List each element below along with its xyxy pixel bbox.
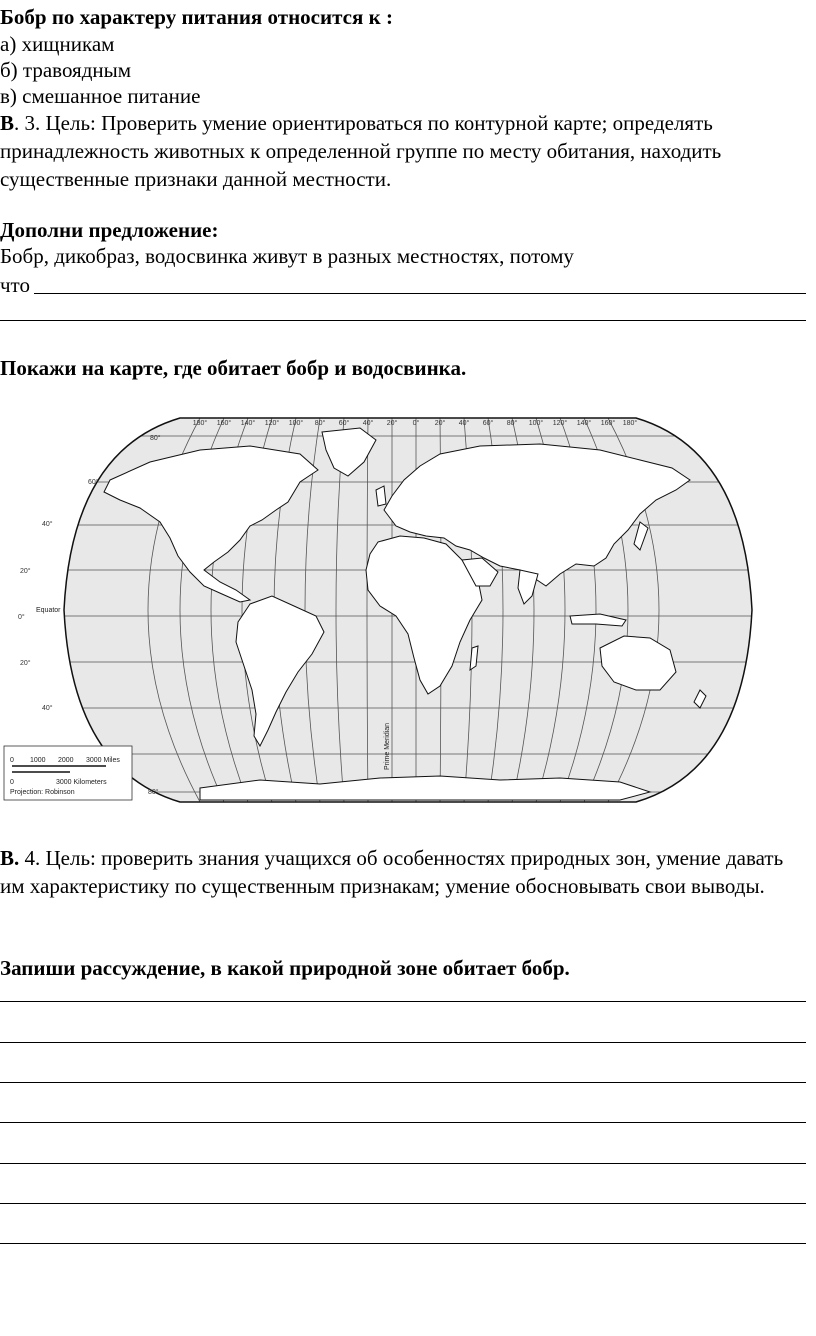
projection-label: Projection: Robinson [10,789,75,796]
lon-label: 20° [386,420,398,427]
answer-line[interactable] [0,1243,806,1244]
option-b: б) травоядным [0,58,132,82]
answer-line[interactable] [0,1163,806,1164]
lon-label: 140° [240,420,256,427]
lon-label: 180° [192,420,208,427]
lon-label: 100° [528,420,544,427]
lon-label: 20° [434,420,446,427]
scale-miles-1000: 1000 [30,757,46,764]
lat-label: 40° [42,705,53,712]
lat-label: 80° [150,435,161,442]
task3-text: . 3. Цель: Проверить умение ориентироваться по контурной карте; определять принадлежность животных к определенной группе по месту обитания, находить существенные признаки данной местности. [0,111,722,191]
task4-text: 4. Цель: проверить знания учащихся об особенностях природных зон, умение давать им характеристику по существенным признакам; умение обосновывать свои выводы. [0,846,784,898]
option-c: в) смешанное питание [0,84,201,108]
lat-label: 0° [18,614,25,621]
answer-line[interactable] [0,1082,806,1083]
task4-letter: В. [0,846,20,870]
task4-goal [0,844,810,900]
answer-line[interactable] [34,293,806,294]
lon-label: 100° [288,420,304,427]
lon-label: 60° [482,420,494,427]
lon-label: 80° [314,420,326,427]
lat-label: 20° [20,660,31,667]
option-a: а) хищникам [0,32,115,56]
lat-label: 20° [20,568,31,575]
equator-label: Equator [36,607,61,614]
complete-sentence-heading: Дополни предложение: [0,218,219,242]
scale-km-0: 0 [10,779,14,786]
answer-line[interactable] [0,1122,806,1123]
lat-label: 80° [148,789,159,796]
great-britain [376,486,386,506]
scale-miles-0: 0 [10,757,14,764]
lon-label: 0° [412,420,420,427]
scale-miles-3000: 3000 Miles [86,757,120,764]
lon-label: 40° [362,420,374,427]
lon-label: 60° [338,420,350,427]
answer-line[interactable] [0,1001,806,1002]
lon-label: 140° [576,420,592,427]
lon-label: 80° [506,420,518,427]
question-beaver-diet: Бобр по характеру питания относится к : [0,5,393,29]
lon-label: 120° [552,420,568,427]
answer-line[interactable] [0,1203,806,1204]
sentence-line-1: Бобр, дикобраз, водосвинка живут в разных местностях, потому [0,244,574,268]
lat-label: 40° [42,521,53,528]
task3-letter: В [0,111,15,135]
scale-legend [4,746,132,800]
answer-line[interactable] [0,320,806,321]
world-outline-map[interactable] [0,410,816,806]
answer-line[interactable] [0,1042,806,1043]
scale-miles-2000: 2000 [58,757,74,764]
lon-label: 120° [264,420,280,427]
lon-label: 40° [458,420,470,427]
lat-label: 60° [88,479,99,486]
prime-meridian-label: Prime Meridian [384,722,391,770]
task3-goal [0,109,810,193]
sentence-line-2: что [0,273,30,297]
map-instruction: Покажи на карте, где обитает бобр и водосвинка. [0,356,467,380]
lon-label: 160° [216,420,232,427]
scale-km-3000: 3000 Kilometers [56,779,107,786]
lon-label: 180° [622,420,638,427]
lon-label: 160° [600,420,616,427]
task4-heading: Запиши рассуждение, в какой природной зоне обитает бобр. [0,956,570,980]
